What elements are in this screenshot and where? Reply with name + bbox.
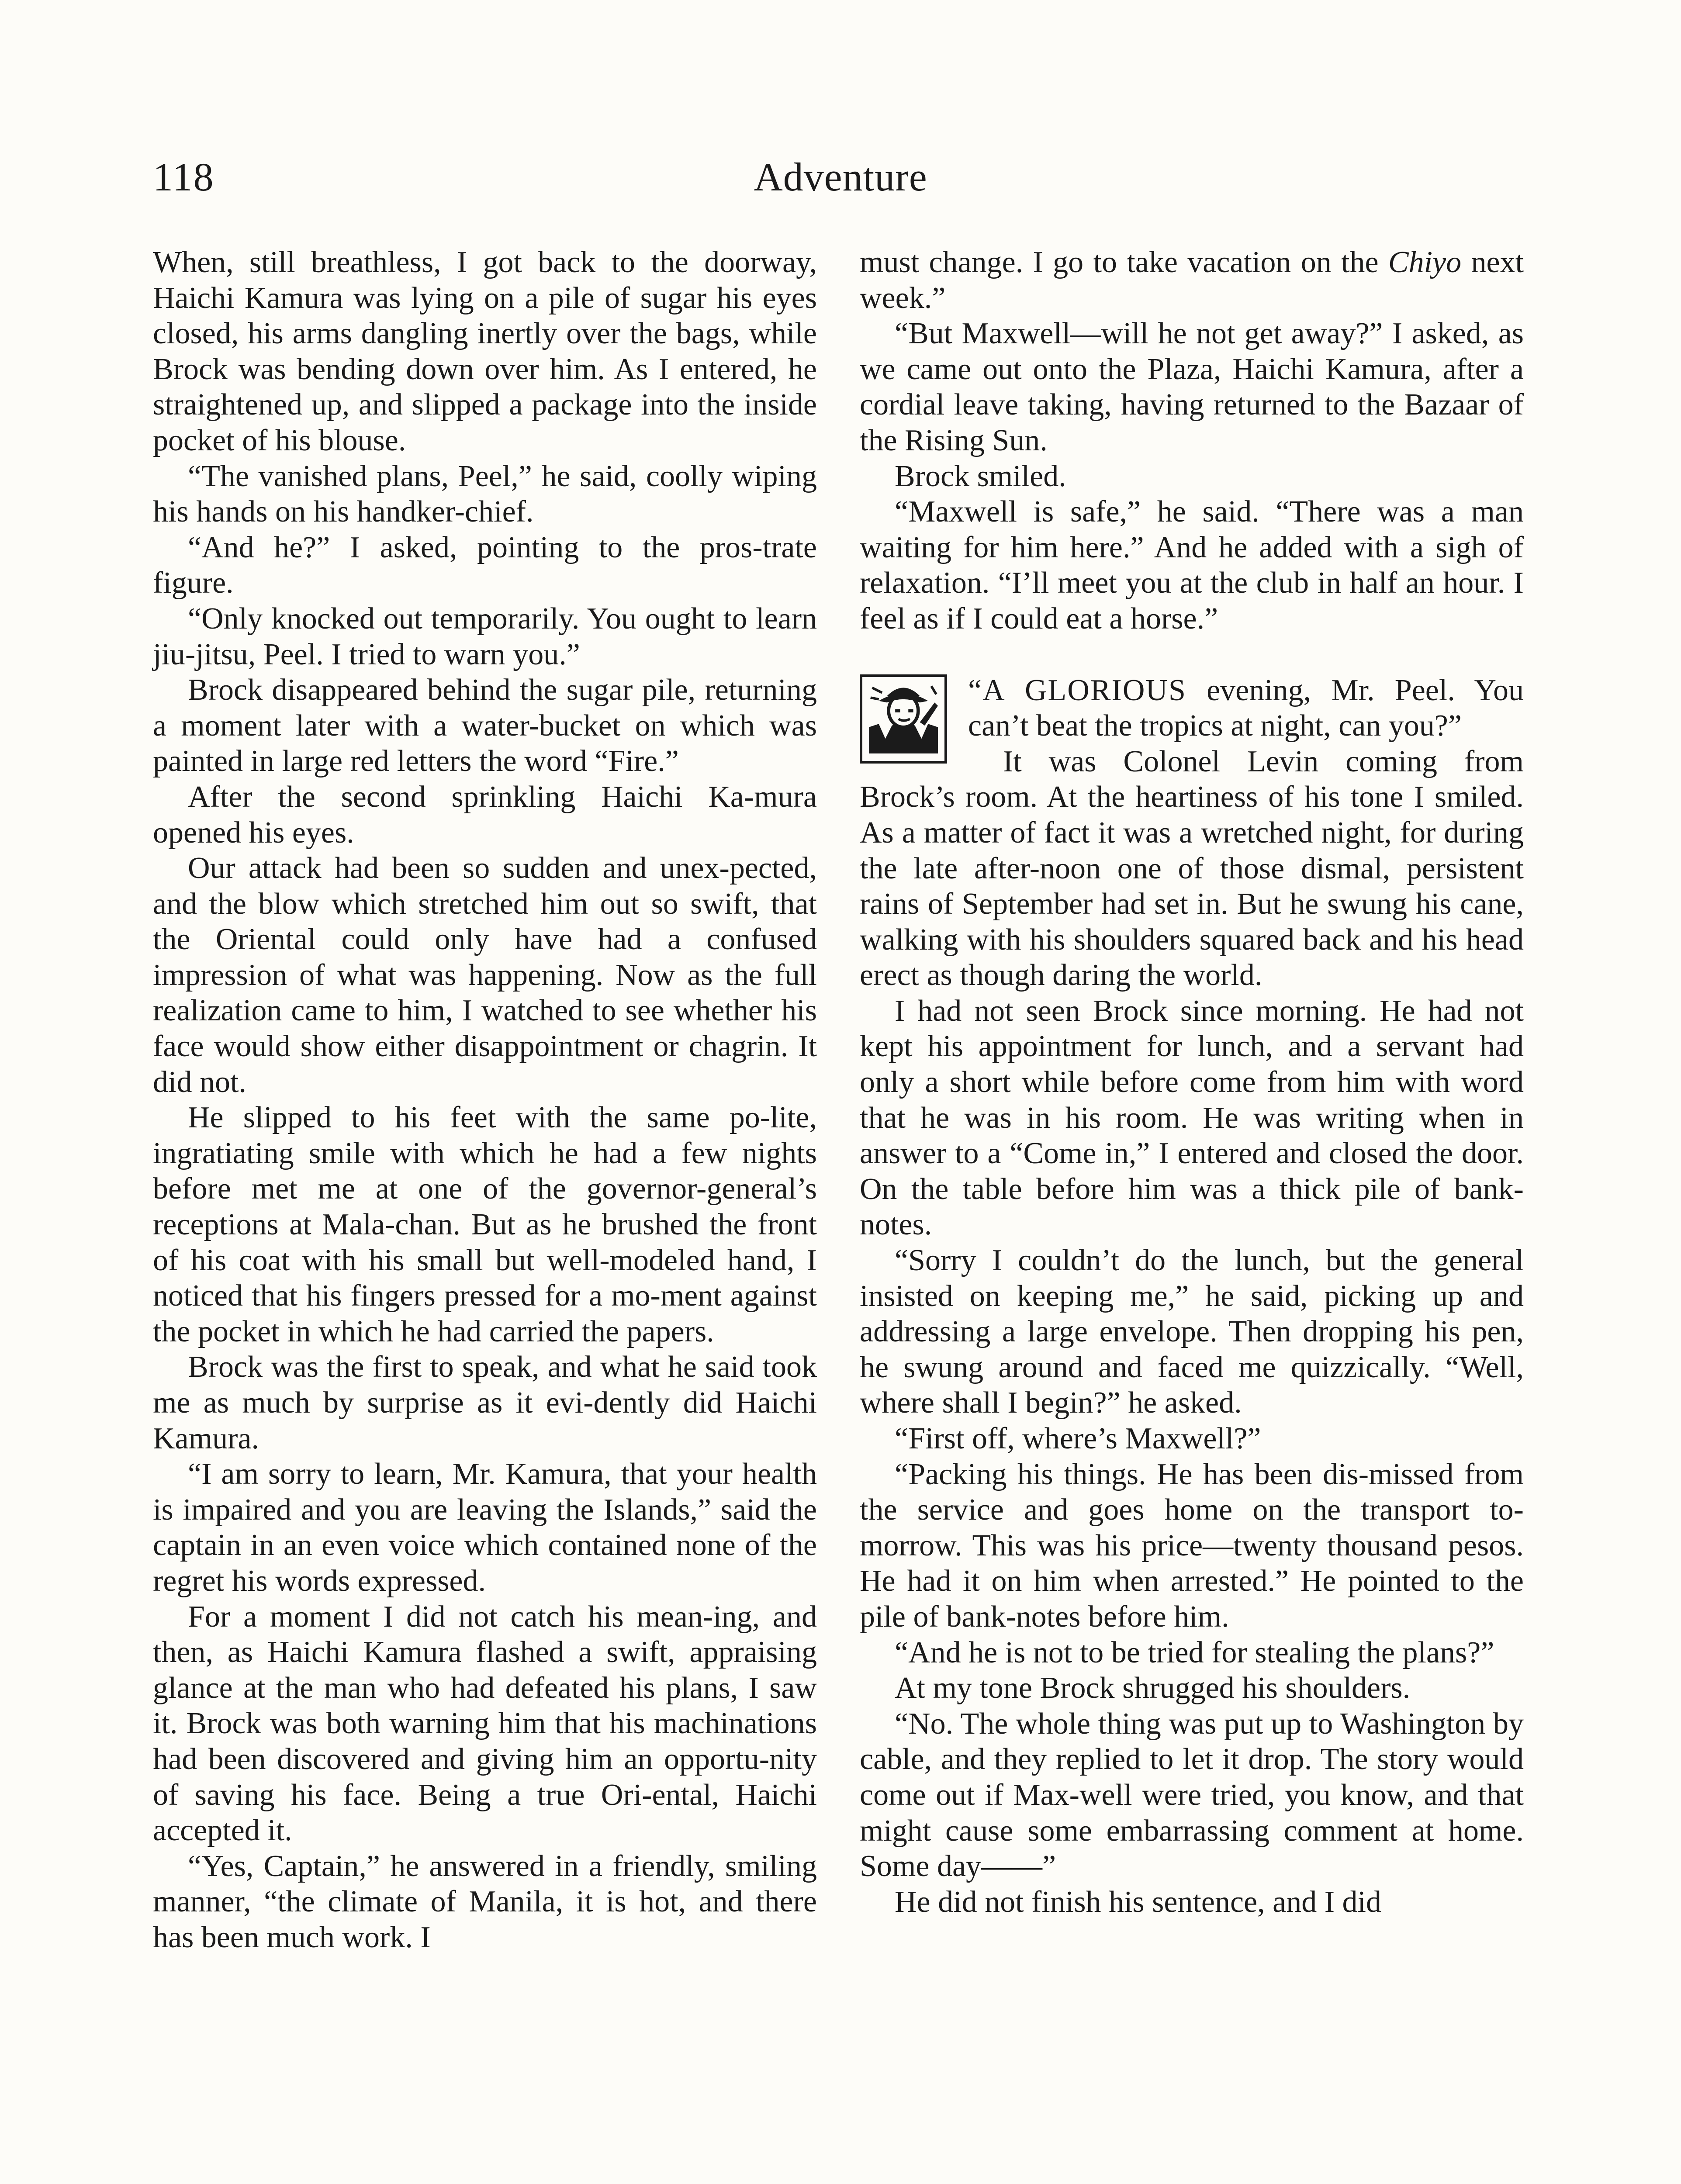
paragraph: “Yes, Captain,” he answered in a friendly, smiling manner, “the climate of Manila, it is hot, and there has been much work. I [153, 1849, 817, 1954]
paragraph: I had not seen Brock since morning. He had not kept his appointment for lunch, and a servant had only a short while before come from him with word that he was in his room. He was writing when in answer to a “Come in,” I entered and closed the door. On the table before him was a thick pile of bank-notes. [860, 994, 1524, 1242]
paragraph: “Packing his things. He has been dis-missed from the service and goes home on the transport to-morrow. This was his price—twenty thousand pesos. He had it on him when arrested.” He pointed to the pile of bank-notes before him. [860, 1457, 1524, 1634]
paragraph: Brock smiled. [895, 459, 1066, 493]
paragraph: “I am sorry to learn, Mr. Kamura, that your health is impaired and you are leaving the Islands,” said the captain in an even voice which contained none of the regret his words expressed. [153, 1457, 817, 1598]
paragraph: When, still breathless, I got back to the doorway, Haichi Kamura was lying on a pile of sugar his eyes closed, his arms dangling inertly over the bags, while Brock was bending down over him. As I entered, he straightened up, and slipped a package into the inside pocket of his blouse. [153, 245, 817, 457]
paragraph: “No. The whole thing was put up to Washington by cable, and they replied to let it drop. The story would come out if Max-well were tried, you know, and that might cause some embarrassing comment at home. Some day——” [860, 1707, 1524, 1883]
paragraph: “But Maxwell—will he not get away?” I asked, as we came out onto the Plaza, Haichi Kamura, after a cordial leave taking, having returned to the Bazaar of the Rising Sun. [860, 317, 1524, 457]
paragraph: It was Colonel Levin coming from Brock’s room. At the heartiness of his tone I smiled. As a matter of fact it was a wretched night, for during the late after-noon one of those dismal, persistent rains of September had set in. But he swung his cane, walking with his shoulders squared back and his head erect as though daring the world. [860, 744, 1524, 992]
right-column [860, 245, 1524, 1920]
paragraph: He did not finish his sentence, and I did [895, 1885, 1381, 1919]
section-opening-caps: “A GLORIOUS [968, 673, 1186, 707]
paragraph: Brock disappeared behind the sugar pile, returning a moment later with a water-bucket on which was painted in large red letters the word “Fire.” [153, 673, 817, 778]
section-vignette-icon [860, 674, 947, 764]
section-opening-text: evening, Mr. Peel. You can’t beat the tropics at night, can you?” [968, 673, 1524, 743]
continuation-text: must change. I go to take vacation on the [860, 245, 1379, 279]
paragraph: “First off, where’s Maxwell?” [895, 1422, 1261, 1455]
paragraph: “And he is not to be tried for stealing the plans?” [895, 1635, 1494, 1669]
paragraph: Brock was the first to speak, and what he said took me as much by surprise as it evi-dently did Haichi Kamura. [153, 1350, 817, 1455]
running-head: Adventure [754, 155, 927, 199]
paragraph: Our attack had been so sudden and unex-pected, and the blow which stretched him out so swift, that the Oriental could only have had a confused impression of what was happening. Now as the full realization came to him, I watched to see whether his face would show either disappointment or chagrin. It did not. [153, 851, 817, 1099]
left-column [153, 245, 817, 1956]
paragraph: “Maxwell is safe,” he said. “There was a man waiting for him here.” And he added with a sigh of relaxation. “I’ll meet you at the club in half an hour. I feel as if I could eat a horse.” [860, 495, 1524, 636]
paragraph: For a moment I did not catch his mean-ing, and then, as Haichi Kamura flashed a swift, appraising glance at the man who had defeated his plans, I saw it. Brock was both warning him that his machinations had been discovered and giving him an opportu-nity of saving his face. Being a true Ori-ental, Haichi accepted it. [153, 1600, 817, 1848]
page-number: 118 [153, 155, 214, 199]
paragraph: After the second sprinkling Haichi Ka-mura opened his eyes. [153, 780, 817, 850]
paragraph: “The vanished plans, Peel,” he said, coolly wiping his hands on his handker-chief. [153, 459, 817, 529]
paragraph: “And he?” I asked, pointing to the pros-trate figure. [153, 530, 817, 600]
ship-name: Chiyo [1388, 245, 1462, 279]
continued-paragraph [860, 245, 1524, 316]
paragraph: “Only knocked out temporarily. You ought to learn jiu-jitsu, Peel. I tried to warn you.” [153, 601, 817, 671]
paragraph: He slipped to his feet with the same po-lite, ingratiating smile with which he had a few nights before met me at one of the governor-general’s receptions at Mala-chan. But as he brushed the front of his coat with his small but well-modeled hand, I noticed that his fingers pressed for a mo-ment against the pocket in which he had carried the papers. [153, 1101, 817, 1348]
paragraph: “Sorry I couldn’t do the lunch, but the general insisted on keeping me,” he said, picking up and addressing a large envelope. Then dropping his pen, he swung around and faced me quizzically. “Well, where shall I begin?” he asked. [860, 1244, 1524, 1420]
paragraph: At my tone Brock shrugged his shoulders. [895, 1671, 1411, 1705]
continuation-text: next week.” [860, 245, 1524, 315]
section-opening-paragraph [860, 673, 1524, 744]
